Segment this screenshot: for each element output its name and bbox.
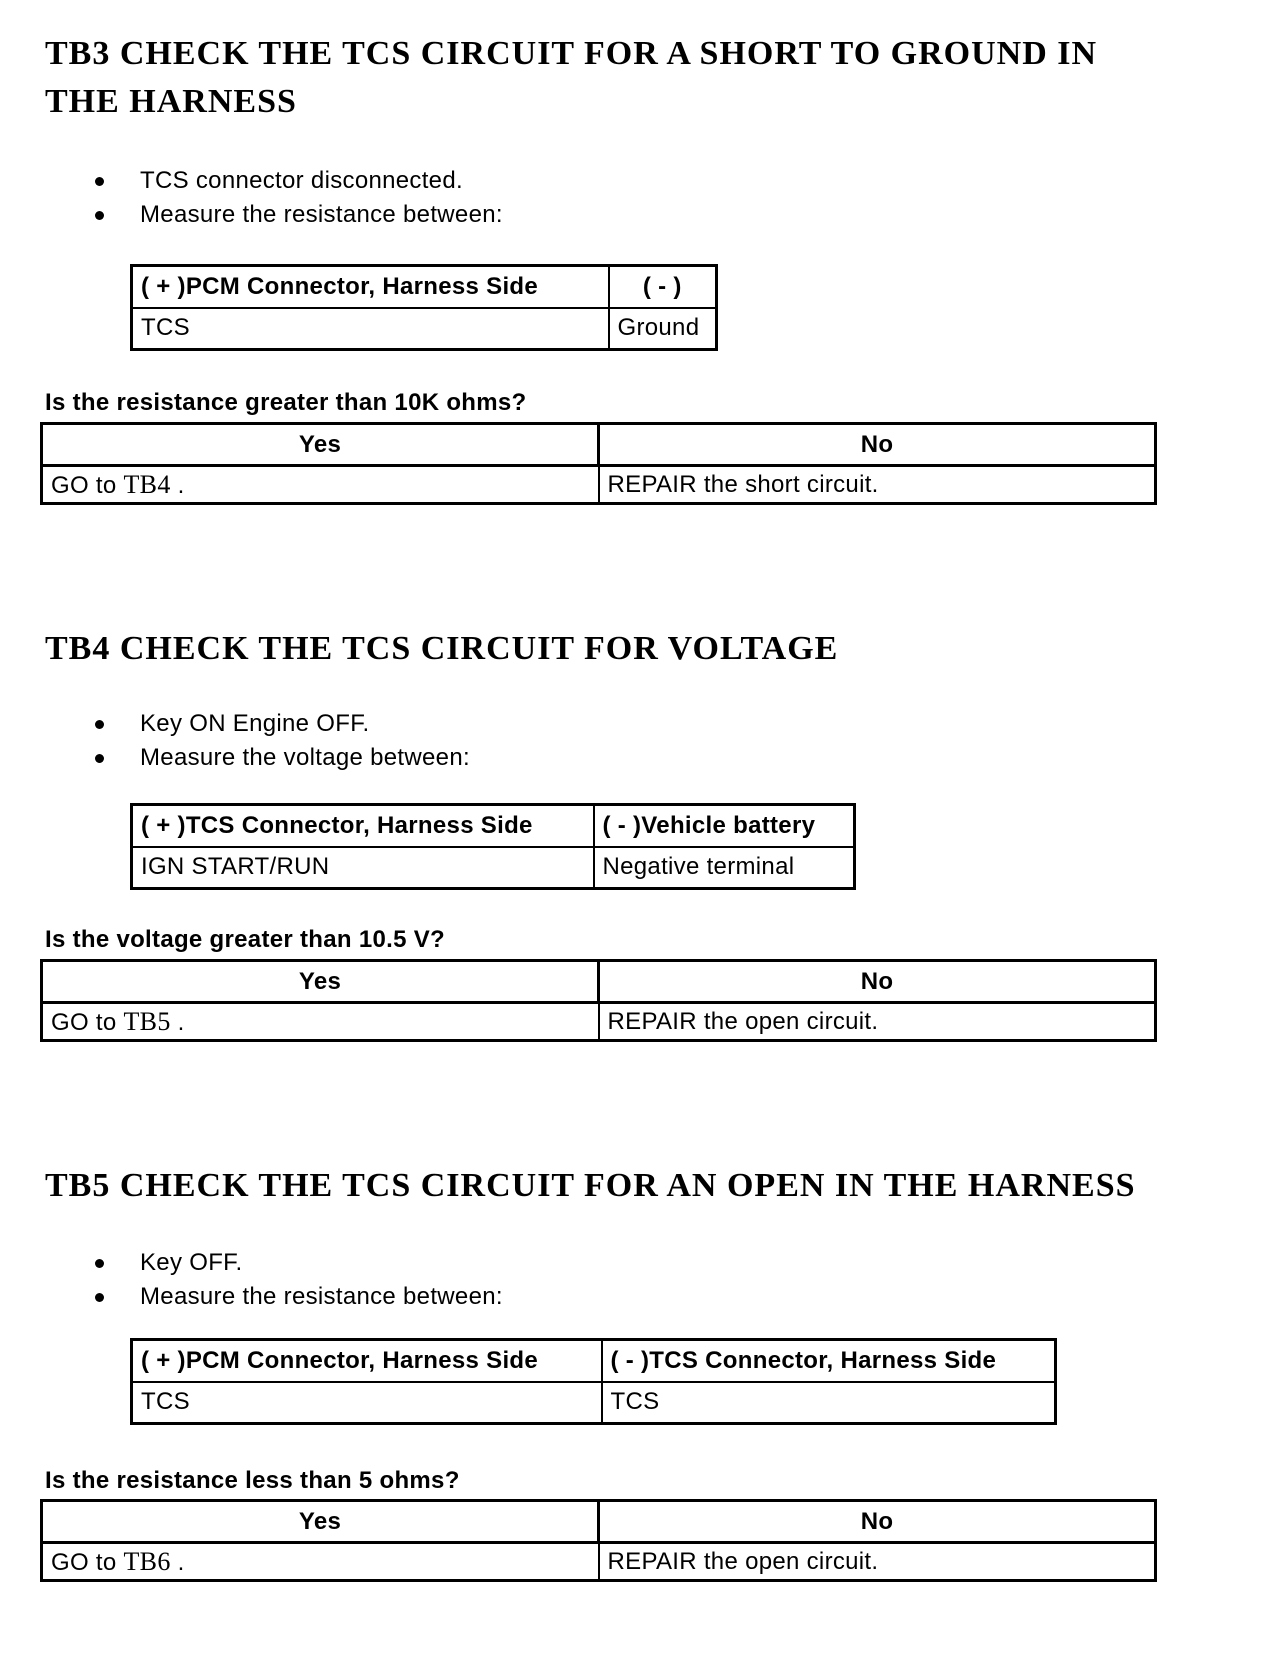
table-row [42, 1543, 1156, 1581]
yes-header: Yes [42, 424, 599, 466]
decision-table [40, 1499, 1157, 1582]
yes-action-cell [42, 466, 599, 504]
table-row [132, 1382, 1056, 1424]
measurement-cell-positive: TCS [132, 308, 609, 350]
measurement-table [130, 1338, 1057, 1425]
list-item [95, 198, 1280, 232]
decision-table [40, 959, 1157, 1042]
yes-header: Yes [42, 1501, 599, 1543]
section-title-line: TB5 CHECK THE TCS CIRCUIT FOR AN OPEN IN THE HARNESS [45, 1167, 1136, 1204]
yes-action-suffix: . [177, 471, 185, 499]
bullet-text: Measure the resistance between: [140, 201, 503, 228]
yes-action-text: GO to [51, 1008, 117, 1036]
table-row [42, 424, 1156, 466]
section-title-line: TB4 CHECK THE TCS CIRCUIT FOR VOLTAGE [45, 630, 839, 667]
measurement-header-negative: ( - )TCS Connector, Harness Side [602, 1340, 1056, 1382]
section-tb4 [0, 625, 1280, 1042]
procedure-link[interactable]: TB6 [123, 1546, 171, 1576]
section-title [45, 1162, 1240, 1210]
section-tb3 [0, 30, 1280, 505]
list-item [95, 707, 1280, 741]
decision-table [40, 422, 1157, 505]
section-title [45, 30, 1240, 126]
bullet-list [95, 707, 1280, 775]
measurement-header-positive: ( + )PCM Connector, Harness Side [132, 1340, 602, 1382]
no-header: No [599, 961, 1156, 1003]
measurement-header-positive: ( + )TCS Connector, Harness Side [132, 805, 594, 847]
measurement-header-positive: ( + )PCM Connector, Harness Side [132, 266, 609, 308]
decision-question: Is the resistance greater than 10K ohms? [45, 389, 527, 416]
measurement-cell-negative: Ground [609, 308, 717, 350]
table-row [42, 1501, 1156, 1543]
measurement-header-negative: ( - )Vehicle battery [594, 805, 855, 847]
no-header: No [599, 424, 1156, 466]
yes-action-text: GO to [51, 1548, 117, 1576]
decision-question: Is the voltage greater than 10.5 V? [45, 926, 445, 953]
list-item [95, 741, 1280, 775]
table-row [42, 961, 1156, 1003]
no-action-cell: REPAIR the short circuit. [599, 466, 1156, 504]
measurement-table [130, 264, 718, 351]
measurement-cell-negative: Negative terminal [594, 847, 855, 889]
yes-action-text: GO to [51, 471, 117, 499]
section-title [45, 625, 1240, 673]
table-row [132, 805, 855, 847]
bullet-icon [95, 1293, 104, 1302]
section-title-line: TB3 CHECK THE TCS CIRCUIT FOR A SHORT TO GROUND IN [45, 35, 1098, 72]
section-title-line: THE HARNESS [45, 83, 297, 120]
measurement-cell-positive: IGN START/RUN [132, 847, 594, 889]
no-action-cell: REPAIR the open circuit. [599, 1003, 1156, 1041]
bullet-text: TCS connector disconnected. [140, 167, 463, 194]
bullet-text: Measure the voltage between: [140, 744, 470, 771]
bullet-text: Key OFF. [140, 1249, 243, 1276]
procedure-link[interactable]: TB5 [123, 1006, 171, 1036]
no-header: No [599, 1501, 1156, 1543]
measurement-header-negative: ( - ) [609, 266, 717, 308]
yes-header: Yes [42, 961, 599, 1003]
table-row [132, 266, 717, 308]
list-item [95, 164, 1280, 198]
bullet-list [95, 164, 1280, 232]
no-action-cell: REPAIR the open circuit. [599, 1543, 1156, 1581]
bullet-icon [95, 754, 104, 763]
bullet-text: Measure the resistance between: [140, 1283, 503, 1310]
table-row [42, 1003, 1156, 1041]
table-row [132, 847, 855, 889]
bullet-icon [95, 720, 104, 729]
list-item [95, 1246, 1280, 1280]
table-row [132, 308, 717, 350]
table-row [42, 466, 1156, 504]
decision-question: Is the resistance less than 5 ohms? [45, 1467, 460, 1494]
bullet-icon [95, 1259, 104, 1268]
yes-action-cell [42, 1543, 599, 1581]
yes-action-cell [42, 1003, 599, 1041]
bullet-icon [95, 211, 104, 220]
procedure-link[interactable]: TB4 [123, 469, 171, 499]
measurement-cell-positive: TCS [132, 1382, 602, 1424]
yes-action-suffix: . [177, 1008, 185, 1036]
bullet-list [95, 1246, 1280, 1314]
list-item [95, 1280, 1280, 1314]
table-row [132, 1340, 1056, 1382]
bullet-icon [95, 177, 104, 186]
bullet-text: Key ON Engine OFF. [140, 710, 370, 737]
yes-action-suffix: . [177, 1548, 185, 1576]
measurement-table [130, 803, 856, 890]
measurement-cell-negative: TCS [602, 1382, 1056, 1424]
section-tb5 [0, 1162, 1280, 1582]
